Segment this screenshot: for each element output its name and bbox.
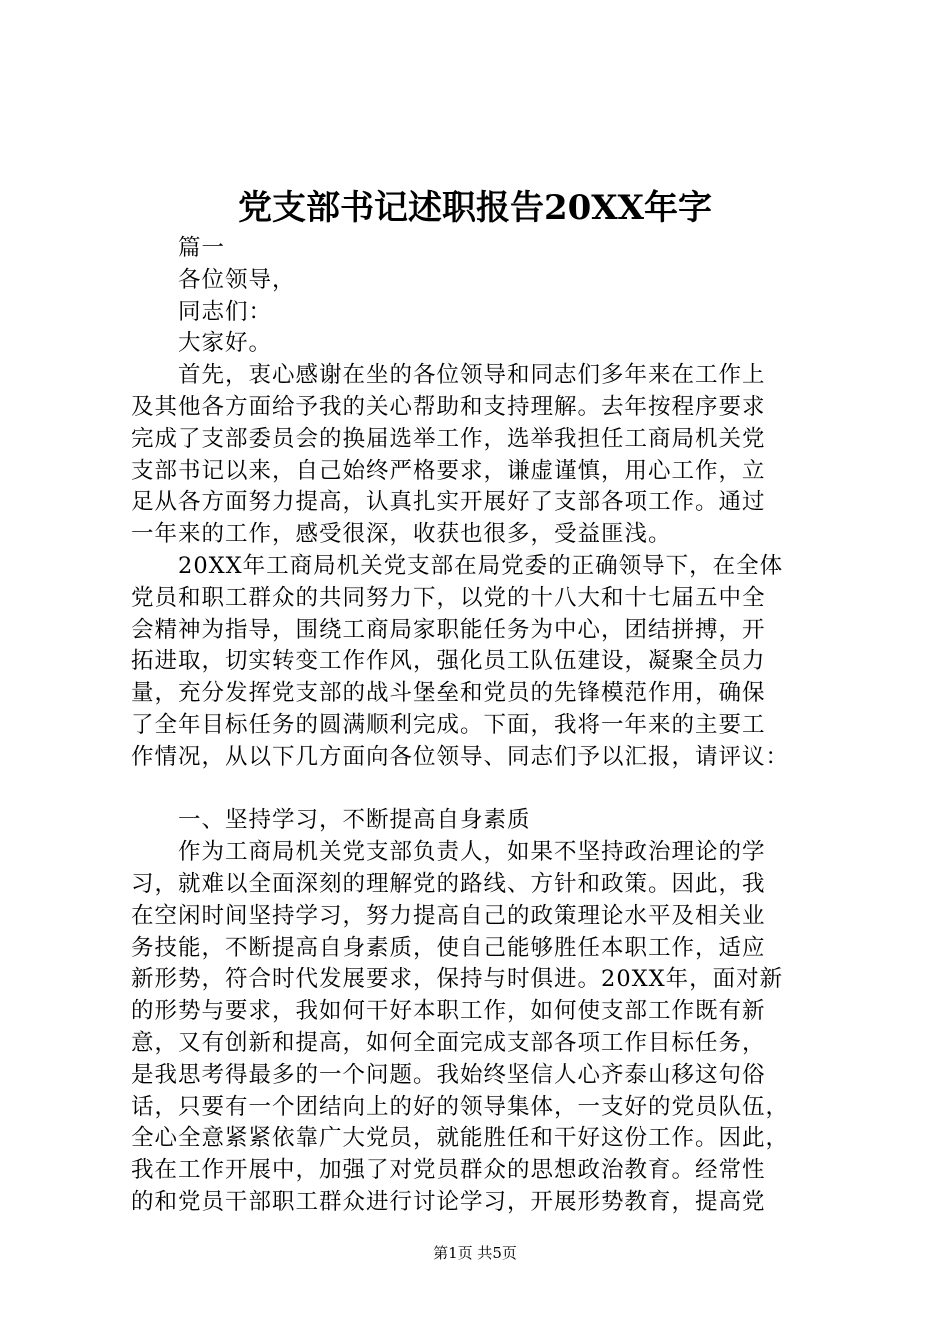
text-line: 的和党员干部职工群众进行讨论学习，开展形势教育，提高党 bbox=[131, 1188, 766, 1215]
text-line: 我在工作开展中，加强了对党员群众的思想政治教育。经常性 bbox=[131, 1157, 766, 1184]
text-line: 各位领导， bbox=[178, 266, 296, 293]
text-line: 支部书记以来，自己始终严格要求，谦虚谨慎，用心工作，立 bbox=[131, 457, 766, 484]
document-title: 党支部书记述职报告20XX年字 bbox=[237, 188, 713, 228]
text-line: 一、坚持学习，不断提高自身素质 bbox=[178, 807, 531, 834]
text-line: 一年来的工作，感受很深，收获也很多，受益匪浅。 bbox=[131, 521, 672, 548]
text-line: 同志们： bbox=[178, 298, 273, 325]
text-line: 20XX年工商局机关党支部在局党委的正确领导下，在全体 bbox=[178, 552, 784, 579]
text-line: 会精神为指导，围绕工商局家职能任务为中心，团结拼搏，开 bbox=[131, 616, 766, 643]
text-line: 完成了支部委员会的换届选举工作，选举我担任工商局机关党 bbox=[131, 425, 766, 452]
page-footer: 第1页 共5页 bbox=[433, 1244, 517, 1262]
text-line: 习，就难以全面深刻的理解党的路线、方针和政策。因此，我 bbox=[131, 870, 766, 897]
text-line: 新形势，符合时代发展要求，保持与时俱进。20XX年，面对新 bbox=[131, 966, 784, 993]
text-line: 务技能，不断提高自身素质，使自己能够胜任本职工作，适应 bbox=[131, 934, 766, 961]
text-line: 的形势与要求，我如何干好本职工作，如何使支部工作既有新 bbox=[131, 998, 766, 1025]
text-line: 篇一 bbox=[178, 235, 226, 261]
text-line: 足从各方面努力提高，认真扎实开展好了支部各项工作。通过 bbox=[131, 489, 766, 516]
text-line: 及其他各方面给予我的关心帮助和支持理解。去年按程序要求 bbox=[131, 393, 766, 420]
text-line: 在空闲时间坚持学习，努力提高自己的政策理论水平及相关业 bbox=[131, 902, 766, 929]
text-line: 了全年目标任务的圆满顺利完成。下面，我将一年来的主要工 bbox=[131, 711, 766, 738]
text-line: 大家好。 bbox=[178, 330, 273, 357]
text-line: 量，充分发挥党支部的战斗堡垒和党员的先锋模范作用，确保 bbox=[131, 680, 766, 707]
text-line: 全心全意紧紧依靠广大党员，就能胜任和干好这份工作。因此， bbox=[131, 1125, 790, 1152]
text-line: 党员和职工群众的共同努力下，以党的十八大和十七届五中全 bbox=[131, 584, 766, 611]
text-line: 作情况，从以下几方面向各位领导、同志们予以汇报，请评议： bbox=[131, 743, 790, 770]
text-line: 作为工商局机关党支部负责人，如果不坚持政治理论的学 bbox=[178, 839, 766, 866]
text-line: 意，又有创新和提高，如何全面完成支部各项工作目标任务， bbox=[131, 1029, 766, 1056]
document-body bbox=[131, 233, 851, 1219]
blank-line bbox=[131, 774, 851, 806]
text-line: 是我思考得最多的一个问题。我始终坚信人心齐泰山移这句俗 bbox=[131, 1061, 766, 1088]
text-line: 话，只要有一个团结向上的好的领导集体，一支好的党员队伍， bbox=[131, 1093, 790, 1120]
text-line: 首先，衷心感谢在坐的各位领导和同志们多年来在工作上 bbox=[178, 362, 766, 389]
text-line: 拓进取，切实转变工作作风，强化员工队伍建设，凝聚全员力 bbox=[131, 648, 766, 675]
